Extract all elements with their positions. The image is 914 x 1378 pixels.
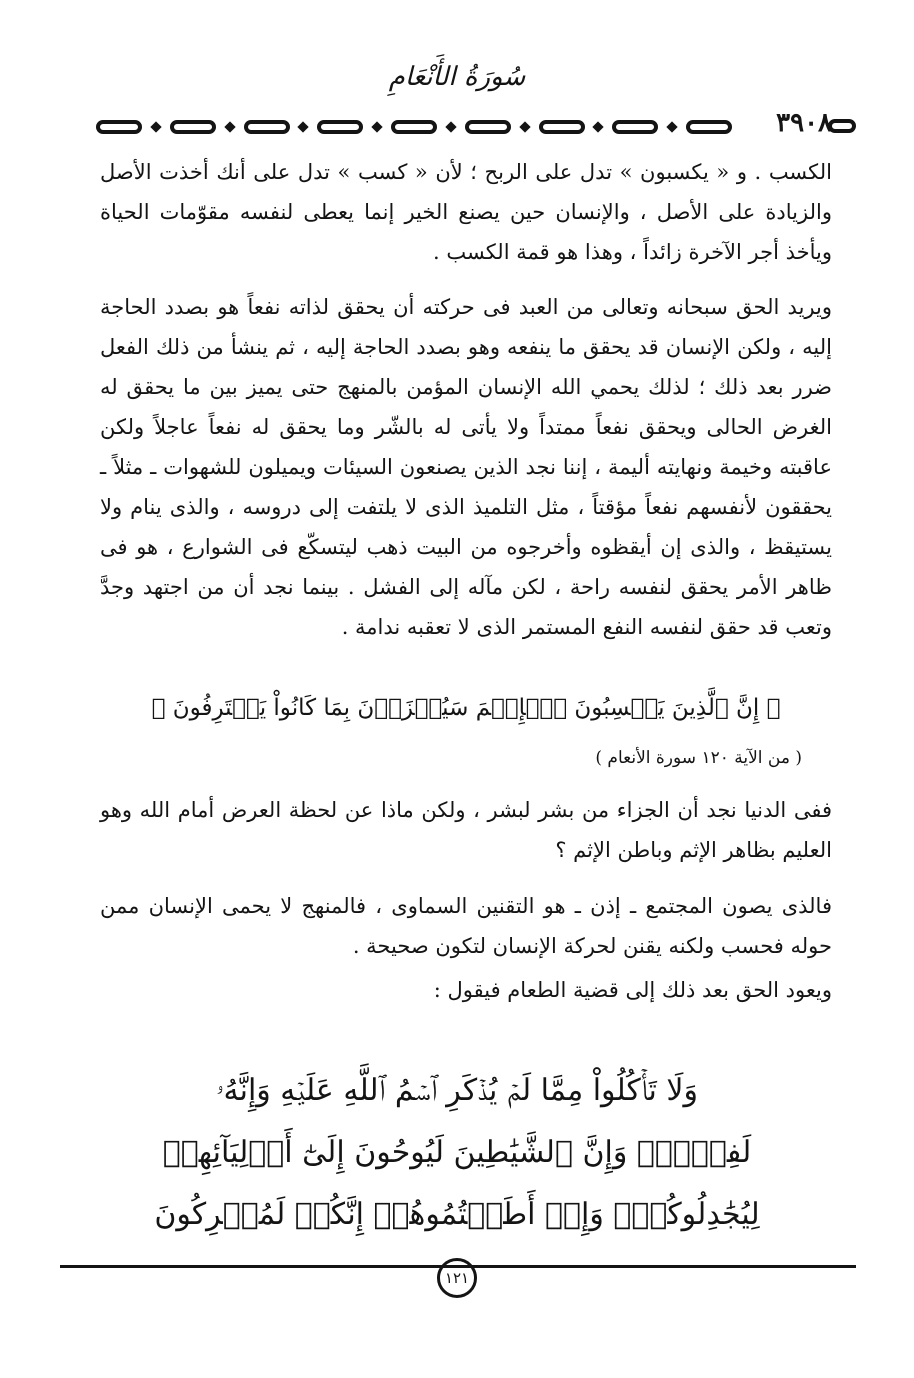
border-diamond	[371, 121, 382, 132]
border-diamond	[224, 121, 235, 132]
border-diamond	[150, 121, 161, 132]
verse-line-3-text: لِيُجَٰدِلُوكُمۡۖ وَإِنۡ أَطَعۡتُمُوهُمۡ إِنَّكُمۡ لَمُشۡرِكُونَ	[154, 1197, 760, 1232]
border-link	[612, 120, 658, 134]
running-title: سُورَةُ الأَنْعَامِ	[388, 62, 526, 92]
page-number: ٣٩٠٨	[776, 108, 832, 138]
border-link	[170, 120, 216, 134]
paragraph-4: فالذى يصون المجتمع ـ إذن ـ هو التقنين السماوى ، فالمنهج لا يحمى الإنسان ممن حوله فحسب ولكنه يقنن لحركة الإنسان لتكون صحيحة .	[100, 894, 832, 958]
paragraph-2: ويريد الحق سبحانه وتعالى من العبد فى حركته أن يحقق لذاته نفعاً هو بصدد الحاجة إليه ، ولكن الإنسان قد يحقق ما ينفعه وهو بصدد الحاجة إليه ، ثم ينشأ من ذلك الفعل ضرر بعد ذلك ؛ لذلك يحمي الله الإنسان المؤمن بالمنهج حتى يميز بين ما يحقق له الغرض الحالى ويحقق نفعاً ممتداً ولا يأتى له بالشّر وما يحقق له نفعاً عاجلاً ولكن عاقبته وخيمة ونهايته أليمة ، إننا نجد الذين يصنعون السيئات ويميلون للشهوات ـ مثلاً ـ يحققون لأنفسهم نفعاً مؤقتاً ، مثل التلميذ الذى لا يلتفت إلى دروسه ، والذى ينام ولا يستيقظ ، والذى إن أيقظوه وأخرجوه من البيت ذهب ليتسكّع فى الشوارع ، هو فى ظاهر الأمر يحقق لنفسه راحة ، لكن مآله إلى الفشل . بينما نجد أن من اجتهد وجدَّ وتعب قد حقق لنفسه النفع المستمر الذى لا تعقبه ندامة .	[100, 295, 833, 639]
verse-citation: ( من الآية ١٢٠ سورة الأنعام )	[595, 748, 802, 768]
ayah-number-marker: ١٢١	[437, 1258, 477, 1298]
border-diamond	[593, 121, 604, 132]
border-end-link	[828, 119, 856, 133]
border-link	[96, 120, 142, 134]
border-link	[686, 120, 732, 134]
verse-line-3	[150, 1184, 764, 1308]
quran-verse-121	[150, 1060, 764, 1308]
border-link	[244, 120, 290, 134]
border-link	[391, 120, 437, 134]
ornamental-border	[96, 114, 732, 140]
border-diamond	[445, 121, 456, 132]
verse-line-1: وَلَا تَأۡكُلُواْ مِمَّا لَمۡ يُذۡكَرِ ٱسۡمُ ٱللَّهِ عَلَيۡهِ وَإِنَّهُۥ	[216, 1073, 698, 1108]
verse-line-2: لَفِسۡقٞۗ وَإِنَّ ٱلشَّيَٰطِينَ لَيُوحُونَ إِلَىٰٓ أَوۡلِيَآئِهِمۡ	[162, 1135, 752, 1170]
border-diamond	[519, 121, 530, 132]
quran-verse-120: ﴿ إِنَّ ٱلَّذِينَ يَكۡسِبُونَ ٱلۡإِثۡمَ سَيُجۡزَوۡنَ بِمَا كَانُواْ يَقۡتَرِفُونَ ﴾	[151, 695, 781, 721]
border-link	[539, 120, 585, 134]
border-link	[317, 120, 363, 134]
border-diamond	[666, 121, 677, 132]
bottom-rule	[60, 1265, 856, 1268]
paragraph-3: ففى الدنيا نجد أن الجزاء من بشر لبشر ، ولكن ماذا عن لحظة العرض أمام الله وهو العليم بظاهر الإثم وباطن الإثم ؟	[100, 798, 832, 862]
paragraph-1: الكسب . و « يكسبون » تدل على الربح ؛ لأن « كسب » تدل على أنك أخذت الأصل والزيادة على الأصل ، والإنسان حين يصنع الخير إنما يعطى لنفسه مقوّمات الحياة ويأخذ أجر الآخرة زائداً ، وهذا هو قمة الكسب .	[100, 160, 832, 264]
paragraph-5: ويعود الحق بعد ذلك إلى قضية الطعام فيقول :	[433, 978, 832, 1002]
border-link	[465, 120, 511, 134]
border-diamond	[298, 121, 309, 132]
